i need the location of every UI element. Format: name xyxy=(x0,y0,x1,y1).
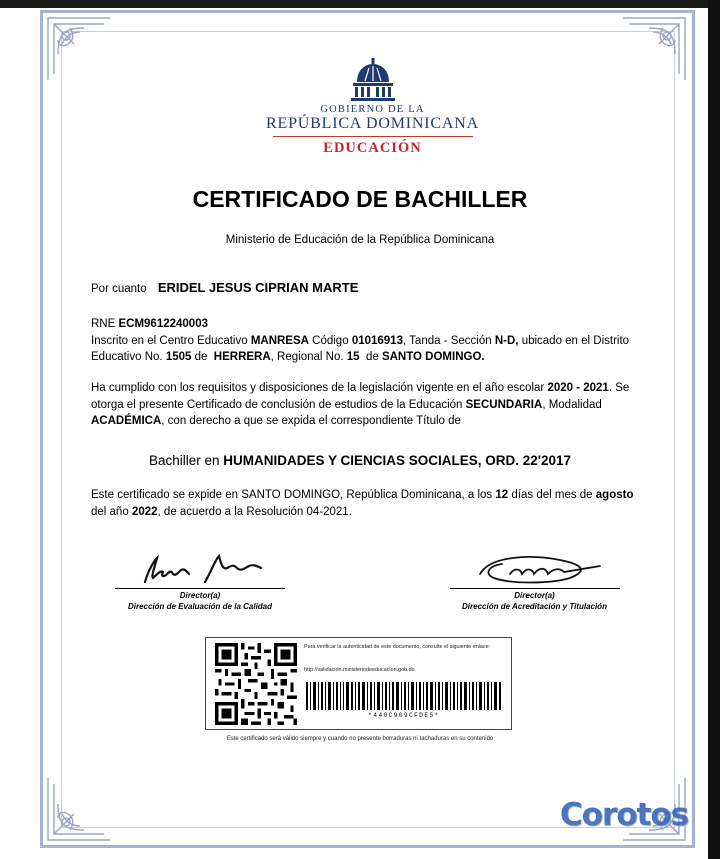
modalidad-label: , Modalidad xyxy=(542,398,602,411)
signatory-role: Director(a) xyxy=(514,591,555,600)
watermark-logo: Corotos xyxy=(560,797,689,833)
corner-ornament-icon xyxy=(44,774,114,844)
corner-ornament-icon xyxy=(44,14,114,84)
issue-day: 12 xyxy=(495,489,509,501)
district-value: 1505 xyxy=(165,351,192,363)
rne-value: ECM9612240003 xyxy=(118,318,208,330)
de-text: de xyxy=(194,351,208,363)
section-value: N-D, xyxy=(494,334,519,347)
government-logo xyxy=(240,58,505,157)
issue-month: agosto xyxy=(595,489,634,501)
codigo-label: Código xyxy=(312,334,349,347)
certificate-title: CERTIFICADO DE BACHILLER xyxy=(192,186,528,212)
issuance-paragraph xyxy=(91,487,639,520)
tanda-label: , Tanda - Sección xyxy=(402,334,492,347)
degree-line xyxy=(60,453,660,468)
requirements-paragraph xyxy=(91,380,639,430)
por-cuanto-line xyxy=(91,280,639,298)
republic-name: REPÚBLICA DOMINICANA xyxy=(266,115,479,132)
bachiller-label: Bachiller en xyxy=(148,453,220,468)
province-value: SANTO DOMINGO. xyxy=(381,351,485,363)
anio-text: del año xyxy=(91,505,129,518)
signature-line xyxy=(115,588,285,589)
enrollment-paragraph xyxy=(91,316,639,366)
qr-code-icon[interactable] xyxy=(215,643,297,725)
school-code: 01016913 xyxy=(351,334,403,347)
education-level: SECUNDARIA xyxy=(465,398,543,411)
signatory-role: Director(a) xyxy=(179,591,221,600)
mes-text: días del mes de xyxy=(511,489,593,501)
expide-text: Este certificado se expide en SANTO DOMINGO, República Dominicana, a los xyxy=(91,489,493,501)
logo-divider xyxy=(273,136,473,137)
inscrito-text: Inscrito en el Centro Educativo xyxy=(91,334,248,347)
de-text: de xyxy=(365,351,379,363)
modality-value: ACADÉMICA xyxy=(91,415,162,427)
photo-edge-top xyxy=(0,0,720,8)
resolution-text: , de acuerdo a la Resolución 04-2021. xyxy=(157,505,352,518)
verification-box xyxy=(205,637,512,730)
verification-url[interactable]: http://validacion.ministeriodeeducacion.gob.do xyxy=(304,667,415,673)
signature-block-evaluation xyxy=(100,548,300,611)
rne-label: RNE xyxy=(91,318,116,330)
signature-icon xyxy=(450,548,620,588)
ubicado-text: ubicado en el Distrito Educativo No. xyxy=(91,334,630,363)
regional-value: 15 xyxy=(346,351,360,363)
verification-instructions: Para verificar la autenticidad de este documento, consulte el siguiente enlace: xyxy=(304,644,491,650)
signature-icon xyxy=(115,548,285,588)
gov-line: GOBIERNO DE LA xyxy=(320,104,425,115)
validity-note: Este certificado será válido siempre y cuando no presente borraduras ni tachaduras en su contenido xyxy=(226,736,494,742)
signatory-department: Dirección de Acreditación y Titulación xyxy=(462,602,607,611)
signature-block-accreditation xyxy=(432,548,637,611)
por-cuanto-label: Por cuanto xyxy=(91,283,147,295)
education-label: EDUCACIÓN xyxy=(323,140,422,156)
signature-line xyxy=(450,588,620,589)
dome-icon xyxy=(345,58,401,102)
certificate-subtitle: Ministerio de Educación de la República Dominicana xyxy=(225,234,495,246)
cumplido-text: Ha cumplido con los requisitos y disposiciones de la legislación vigente en el año escolar xyxy=(91,382,545,394)
student-name: ERIDEL JESUS CIPRIAN MARTE xyxy=(157,280,359,295)
municipality-value: HERRERA xyxy=(213,351,271,363)
barcode-icon xyxy=(304,682,504,710)
corner-ornament-icon xyxy=(619,14,689,84)
barcode-value: *440C909CFDE5* xyxy=(368,712,440,719)
issue-year: 2022 xyxy=(131,505,158,518)
signatory-department: Dirección de Evaluación de la Calidad xyxy=(127,602,273,611)
derecho-text: , con derecho a que se expida el correspondiente Título de xyxy=(161,415,461,427)
photo-edge-right xyxy=(708,0,720,859)
school-name: MANRESA xyxy=(250,334,309,347)
otorga-text: . Se otorga el presente Certificado de conclusión de estudios de la Educación xyxy=(91,382,630,411)
school-year: 2020 - 2021 xyxy=(547,382,609,394)
degree-title: HUMANIDADES Y CIENCIAS SOCIALES, ORD. 22'2017 xyxy=(223,453,572,468)
regional-label: , Regional No. xyxy=(270,351,344,363)
